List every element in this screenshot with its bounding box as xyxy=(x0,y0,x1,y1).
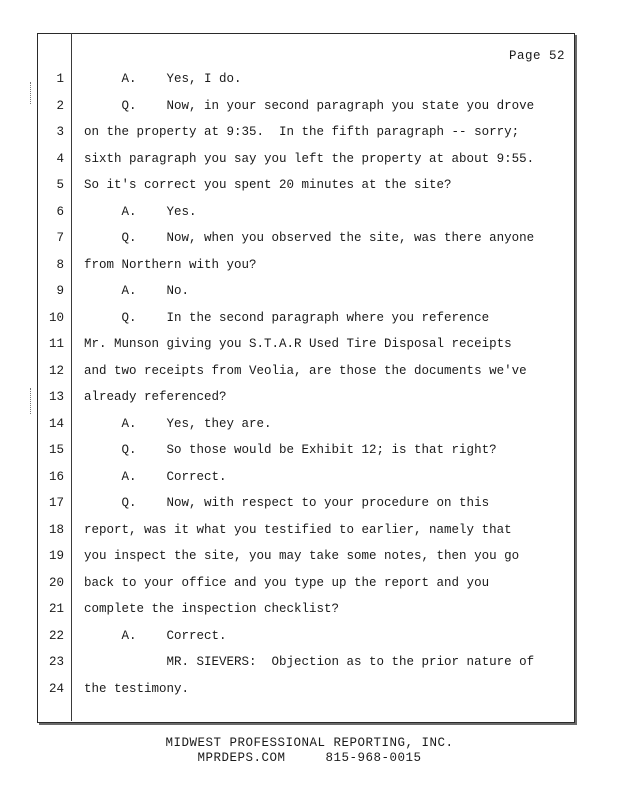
transcript-line xyxy=(40,490,560,517)
transcript-line xyxy=(40,676,560,703)
transcript-line xyxy=(40,570,560,597)
line-number: 2 xyxy=(56,98,64,113)
line-text: Q. In the second paragraph where you reference xyxy=(84,310,490,325)
footer-website: MPRDEPS.COM xyxy=(197,751,286,765)
transcript-line xyxy=(40,119,560,146)
line-number: 14 xyxy=(48,416,64,431)
line-text: Q. Now, in your second paragraph you state you drove xyxy=(84,98,535,113)
line-number: 23 xyxy=(48,655,64,669)
line-number: 17 xyxy=(48,496,64,510)
transcript-line xyxy=(40,252,560,279)
line-number: 7 xyxy=(56,231,64,245)
line-number: 15 xyxy=(48,443,64,457)
line-text: and two receipts from Veolia, are those the documents we've xyxy=(84,363,527,378)
transcript-line xyxy=(40,649,560,676)
transcript-line xyxy=(40,596,560,623)
transcript-line xyxy=(40,93,560,120)
line-text: A. Yes, they are. xyxy=(84,416,272,431)
line-text: the testimony. xyxy=(84,681,190,696)
transcript-line xyxy=(40,225,560,252)
line-text: already referenced? xyxy=(84,390,227,404)
line-number: 6 xyxy=(56,204,64,219)
scan-bracket-mark xyxy=(30,388,37,414)
line-number: 12 xyxy=(48,363,64,378)
transcript-lines xyxy=(40,66,560,702)
line-text: So it's correct you spent 20 minutes at the site? xyxy=(84,178,452,192)
line-text: you inspect the site, you may take some notes, then you go xyxy=(84,549,520,563)
line-text: Q. Now, when you observed the site, was there anyone xyxy=(84,231,535,245)
line-number: 1 xyxy=(56,72,64,86)
line-text: Q. Now, with respect to your procedure on this xyxy=(84,496,490,510)
line-text: A. Correct. xyxy=(84,628,227,643)
line-text: A. Yes, I do. xyxy=(84,72,242,86)
line-number: 18 xyxy=(48,522,64,537)
line-number: 20 xyxy=(48,575,64,590)
scan-bracket-mark xyxy=(30,82,37,104)
transcript-line xyxy=(40,623,560,650)
line-number: 11 xyxy=(48,337,64,351)
line-number: 21 xyxy=(48,602,64,616)
line-number: 13 xyxy=(48,390,64,404)
footer-contact xyxy=(0,751,619,765)
line-text: on the property at 9:35. In the fifth paragraph -- sorry; xyxy=(84,125,520,139)
line-number: 16 xyxy=(48,469,64,484)
transcript-line xyxy=(40,464,560,491)
line-number: 8 xyxy=(56,257,64,272)
line-text: from Northern with you? xyxy=(84,257,257,272)
line-number: 4 xyxy=(56,151,64,166)
transcript-line xyxy=(40,437,560,464)
page-number: Page 52 xyxy=(508,49,565,63)
line-text: Q. So those would be Exhibit 12; is that right? xyxy=(84,443,497,457)
line-number: 24 xyxy=(48,681,64,696)
transcript-line xyxy=(40,146,560,173)
line-text: back to your office and you type up the report and you xyxy=(84,575,490,590)
transcript-line xyxy=(40,543,560,570)
line-number: 10 xyxy=(48,310,64,325)
transcript-line xyxy=(40,66,560,93)
transcript-line xyxy=(40,517,560,544)
line-number: 22 xyxy=(48,628,64,643)
transcript-line xyxy=(40,384,560,411)
transcript-line xyxy=(40,305,560,332)
transcript-line xyxy=(40,331,560,358)
line-number: 3 xyxy=(56,125,64,139)
transcript-line xyxy=(40,199,560,226)
line-number: 19 xyxy=(48,549,64,563)
line-number: 5 xyxy=(56,178,64,192)
line-text: A. Correct. xyxy=(84,469,227,484)
line-text: A. No. xyxy=(84,284,190,298)
transcript-line xyxy=(40,278,560,305)
line-text: A. Yes. xyxy=(84,204,197,219)
line-text: Mr. Munson giving you S.T.A.R Used Tire Disposal receipts xyxy=(84,337,512,351)
line-number: 9 xyxy=(56,284,64,298)
footer-phone: 815-968-0015 xyxy=(325,751,422,765)
line-text: complete the inspection checklist? xyxy=(84,602,340,616)
transcript-line xyxy=(40,411,560,438)
transcript-line xyxy=(40,172,560,199)
line-text: sixth paragraph you say you left the property at about 9:55. xyxy=(84,151,535,166)
line-text: report, was it what you testified to earlier, namely that xyxy=(84,522,512,537)
line-text: MR. SIEVERS: Objection as to the prior nature of xyxy=(84,655,535,669)
transcript-line xyxy=(40,358,560,385)
footer-company: MIDWEST PROFESSIONAL REPORTING, INC. xyxy=(165,736,454,750)
